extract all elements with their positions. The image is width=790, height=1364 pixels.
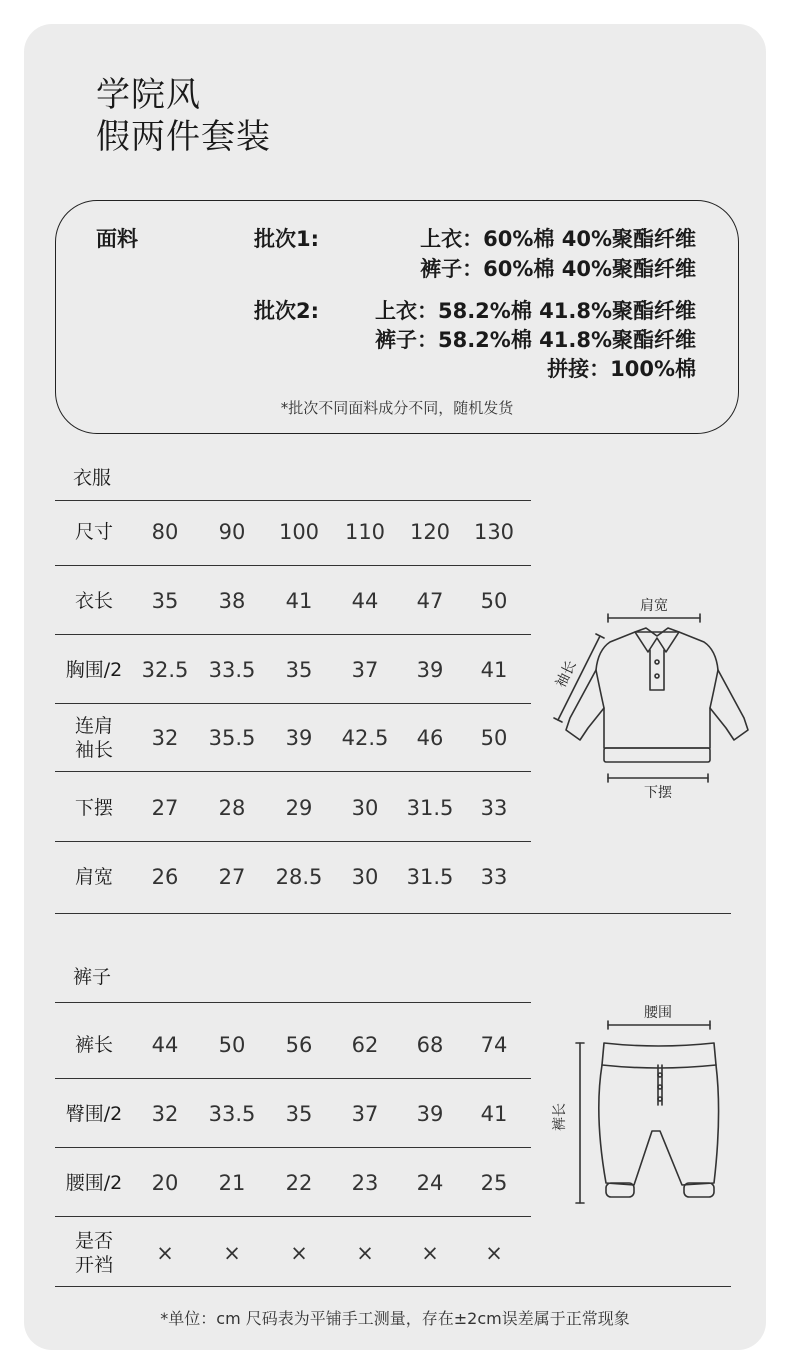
row-header-cell: 肩宽 xyxy=(74,866,113,888)
top-table-bottom-line xyxy=(55,913,731,914)
table-cell: × xyxy=(421,1241,439,1265)
table-cell: 42.5 xyxy=(341,726,389,750)
sleeve-label: 袖长 xyxy=(553,658,580,691)
batch1-line-pants: 裤子：60%棉 40%聚酯纤维 xyxy=(420,257,696,281)
table-cell: 20 xyxy=(151,1171,179,1195)
table-cell: 50 xyxy=(480,726,508,750)
batch2-label: 批次2: xyxy=(254,299,320,323)
table-cell: 130 xyxy=(473,520,515,544)
batch2-line-pants: 裤子：58.2%棉 41.8%聚酯纤维 xyxy=(374,328,696,352)
pants-table-title: 裤子 xyxy=(73,966,112,988)
table-cell: 41 xyxy=(480,1102,508,1126)
table-cell: 41 xyxy=(285,589,313,613)
batch2-line-splice: 拼接：100%棉 xyxy=(547,357,696,381)
table-cell: 35.5 xyxy=(208,726,256,750)
button-icon xyxy=(655,674,659,678)
table-cell: 35 xyxy=(285,658,313,682)
fabric-label: 面料 xyxy=(96,227,138,251)
batch2-line-top: 上衣：58.2%棉 41.8%聚酯纤维 xyxy=(374,299,696,323)
hem-measure-line xyxy=(608,774,708,782)
table-cell: 33 xyxy=(480,796,508,820)
table-row xyxy=(55,1218,531,1288)
table-cell: 37 xyxy=(351,658,379,682)
button-icon xyxy=(658,1073,662,1077)
table-cell: 22 xyxy=(285,1171,313,1195)
table-cell: 27 xyxy=(218,865,246,889)
table-cell: 31.5 xyxy=(406,865,454,889)
length-measure-line xyxy=(576,1043,584,1203)
table-cell: 23 xyxy=(351,1171,379,1195)
row-header-cell: 连肩 袖长 xyxy=(74,715,113,761)
table-cell: 44 xyxy=(351,589,379,613)
waistband xyxy=(602,1043,716,1068)
row-divider xyxy=(55,1216,531,1217)
table-cell: 32 xyxy=(151,1102,179,1126)
footer-note: *单位：cm 尺码表为平铺手工测量，存在±2cm误差属于正常现象 xyxy=(160,1309,630,1328)
row-header-cell: 尺寸 xyxy=(74,521,113,543)
table-row xyxy=(55,842,531,912)
table-cell: 29 xyxy=(285,796,313,820)
table-cell: 56 xyxy=(285,1033,313,1057)
table-cell: 35 xyxy=(151,589,179,613)
table-cell: 30 xyxy=(351,865,379,889)
table-cell: 32 xyxy=(151,726,179,750)
table-row xyxy=(55,1148,531,1218)
placket xyxy=(650,650,664,690)
table-cell: 32.5 xyxy=(141,658,189,682)
table-cell: 80 xyxy=(151,520,179,544)
table-cell: 46 xyxy=(416,726,444,750)
table-cell: 27 xyxy=(151,796,179,820)
table-cell: 30 xyxy=(351,796,379,820)
row-header-cell: 下摆 xyxy=(74,797,113,819)
table-cell: 74 xyxy=(480,1033,508,1057)
pants-diagram xyxy=(550,1005,740,1215)
shoulder-label: 肩宽 xyxy=(640,598,668,614)
table-row xyxy=(55,497,531,567)
table-cell: 39 xyxy=(285,726,313,750)
table-cell: 39 xyxy=(416,1102,444,1126)
table-row xyxy=(55,566,531,636)
row-divider xyxy=(55,771,531,772)
button-icon xyxy=(658,1085,662,1089)
table-row xyxy=(55,1010,531,1080)
batch1-line-top: 上衣：60%棉 40%聚酯纤维 xyxy=(420,227,696,251)
table-cell: 50 xyxy=(218,1033,246,1057)
top-table-title: 衣服 xyxy=(73,467,112,489)
table-cell: 33.5 xyxy=(208,658,256,682)
table-cell: 38 xyxy=(218,589,246,613)
table-row xyxy=(55,635,531,705)
table-cell: × xyxy=(356,1241,374,1265)
table-cell: 50 xyxy=(480,589,508,613)
row-header-cell: 是否 开裆 xyxy=(74,1230,113,1276)
table-cell: × xyxy=(156,1241,174,1265)
table-cell: 41 xyxy=(480,658,508,682)
table-cell: 39 xyxy=(416,658,444,682)
button-icon xyxy=(655,660,659,664)
shoulder-measure-line xyxy=(608,614,700,622)
title-line-2: 假两件套装 xyxy=(96,117,271,157)
table-cell: 90 xyxy=(218,520,246,544)
table-cell: 120 xyxy=(409,520,451,544)
table-cell: × xyxy=(223,1241,241,1265)
table-cell: 100 xyxy=(278,520,320,544)
row-header-cell: 腰围/2 xyxy=(65,1172,123,1194)
row-header-cell: 臀围/2 xyxy=(65,1103,123,1125)
waist-measure-line xyxy=(608,1021,710,1029)
table-cell: 62 xyxy=(351,1033,379,1057)
table-cell: 33.5 xyxy=(208,1102,256,1126)
row-header-cell: 胸围/2 xyxy=(65,659,123,681)
table-cell: 24 xyxy=(416,1171,444,1195)
row-divider xyxy=(55,1286,731,1287)
fabric-info-box xyxy=(55,200,739,434)
table-cell: 37 xyxy=(351,1102,379,1126)
table-cell: 44 xyxy=(151,1033,179,1057)
table-cell: × xyxy=(290,1241,308,1265)
table-cell: 26 xyxy=(151,865,179,889)
row-header-cell: 裤长 xyxy=(74,1034,113,1056)
sweatshirt-diagram xyxy=(540,590,760,810)
table-row xyxy=(55,703,531,773)
table-cell: 25 xyxy=(480,1171,508,1195)
table-cell: 47 xyxy=(416,589,444,613)
table-cell: 28.5 xyxy=(275,865,323,889)
pants-table-divider xyxy=(55,1002,531,1003)
table-row xyxy=(55,773,531,843)
table-cell: 31.5 xyxy=(406,796,454,820)
batch1-label: 批次1: xyxy=(254,227,320,251)
table-row xyxy=(55,1079,531,1149)
table-cell: 35 xyxy=(285,1102,313,1126)
waist-label: 腰围 xyxy=(644,1005,672,1021)
table-cell: 68 xyxy=(416,1033,444,1057)
row-header-cell: 衣长 xyxy=(74,590,113,612)
hem-label: 下摆 xyxy=(644,785,672,801)
table-cell: 110 xyxy=(344,520,386,544)
length-label: 裤长 xyxy=(552,1103,568,1131)
table-cell: × xyxy=(485,1241,503,1265)
page-title xyxy=(96,74,271,158)
fabric-note: *批次不同面料成分不同，随机发货 xyxy=(280,399,514,417)
hem-band xyxy=(604,748,710,762)
table-cell: 28 xyxy=(218,796,246,820)
table-cell: 33 xyxy=(480,865,508,889)
button-icon xyxy=(658,1097,662,1101)
table-cell: 21 xyxy=(218,1171,246,1195)
title-line-1: 学院风 xyxy=(96,75,201,115)
